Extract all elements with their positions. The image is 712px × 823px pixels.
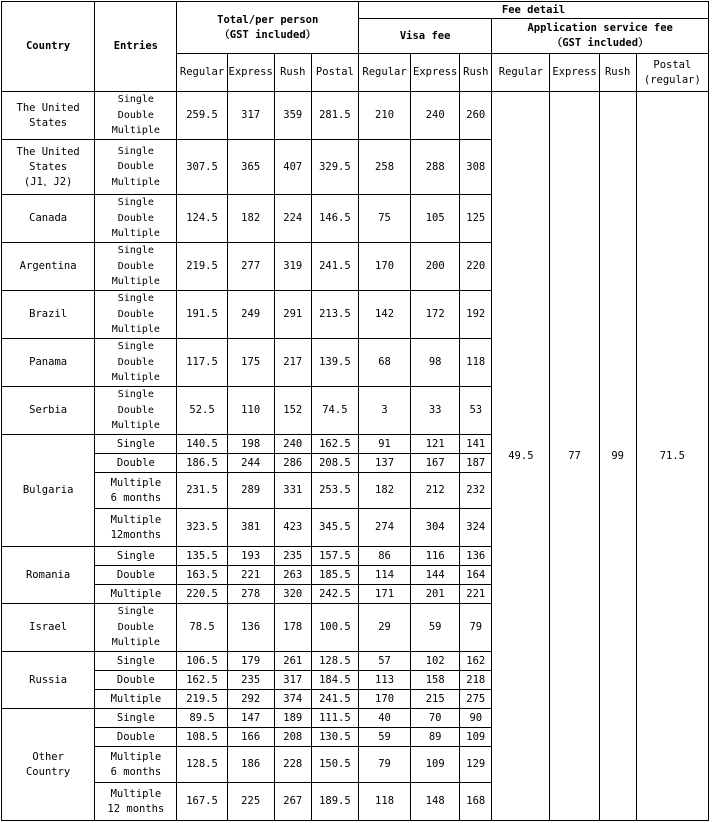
total-postal-cell: 345.5: [311, 509, 358, 547]
country-name: The United States: [2, 92, 95, 140]
total-express-cell: 179: [227, 652, 274, 671]
visa-regular-cell: 258: [358, 140, 410, 195]
visa-express-cell: 240: [411, 92, 460, 140]
country-name: Romania: [2, 547, 95, 604]
total-express-cell: 136: [227, 604, 274, 652]
total-rush-cell: 263: [274, 566, 311, 585]
total-express-cell: 175: [227, 339, 274, 387]
entries-cell: Multiple: [95, 690, 177, 709]
visa-rush-cell: 192: [460, 291, 492, 339]
visa-regular-cell: 170: [358, 690, 410, 709]
visa-express-cell: 116: [411, 547, 460, 566]
visa-express-cell: 200: [411, 243, 460, 291]
entries-cell: Multiple 12months: [95, 509, 177, 547]
visa-regular-cell: 142: [358, 291, 410, 339]
visa-express-header: Express: [411, 54, 460, 92]
service-fee-header: Application service fee （GST included）: [492, 19, 709, 54]
visa-express-cell: 102: [411, 652, 460, 671]
total-express-cell: 110: [227, 387, 274, 435]
total-rush-cell: 331: [274, 473, 311, 509]
visa-express-cell: 109: [411, 747, 460, 783]
total-postal-cell: 162.5: [311, 435, 358, 454]
visa-rush-cell: 162: [460, 652, 492, 671]
entries-cell: Multiple: [95, 585, 177, 604]
visa-rush-cell: 79: [460, 604, 492, 652]
service-postal-fee: 71.5: [636, 92, 708, 821]
total-rush-cell: 235: [274, 547, 311, 566]
visa-rush-cell: 53: [460, 387, 492, 435]
country-name: Panama: [2, 339, 95, 387]
service-regular-fee: 49.5: [492, 92, 550, 821]
total-regular-cell: 163.5: [177, 566, 227, 585]
visa-regular-cell: 86: [358, 547, 410, 566]
visa-express-cell: 98: [411, 339, 460, 387]
total-regular-cell: 128.5: [177, 747, 227, 783]
total-express-cell: 365: [227, 140, 274, 195]
total-postal-header: Postal: [311, 54, 358, 92]
total-express-cell: 186: [227, 747, 274, 783]
total-express-cell: 277: [227, 243, 274, 291]
table-row: [2, 92, 709, 140]
total-regular-header: Regular: [177, 54, 227, 92]
total-rush-cell: 178: [274, 604, 311, 652]
total-express-cell: 292: [227, 690, 274, 709]
visa-rush-cell: 118: [460, 339, 492, 387]
visa-regular-cell: 59: [358, 728, 410, 747]
visa-regular-cell: 118: [358, 783, 410, 821]
entries-cell: Double: [95, 566, 177, 585]
total-postal-cell: 100.5: [311, 604, 358, 652]
visa-express-cell: 167: [411, 454, 460, 473]
total-regular-cell: 108.5: [177, 728, 227, 747]
total-express-cell: 278: [227, 585, 274, 604]
total-postal-cell: 150.5: [311, 747, 358, 783]
visa-rush-cell: 187: [460, 454, 492, 473]
visa-rush-cell: 141: [460, 435, 492, 454]
entries-cell: Single: [95, 547, 177, 566]
visa-regular-cell: 210: [358, 92, 410, 140]
total-postal-cell: 242.5: [311, 585, 358, 604]
total-regular-cell: 140.5: [177, 435, 227, 454]
visa-express-cell: 158: [411, 671, 460, 690]
total-express-cell: 147: [227, 709, 274, 728]
total-postal-cell: 111.5: [311, 709, 358, 728]
visa-rush-cell: 164: [460, 566, 492, 585]
visa-rush-cell: 90: [460, 709, 492, 728]
total-postal-cell: 253.5: [311, 473, 358, 509]
visa-regular-cell: 40: [358, 709, 410, 728]
service-rush-fee: 99: [599, 92, 636, 821]
country-name: Serbia: [2, 387, 95, 435]
visa-rush-cell: 136: [460, 547, 492, 566]
visa-regular-cell: 75: [358, 195, 410, 243]
country-name: Russia: [2, 652, 95, 709]
entries-cell: Single: [95, 652, 177, 671]
fee-detail-header: Fee detail: [358, 2, 708, 19]
visa-regular-cell: 114: [358, 566, 410, 585]
visa-rush-cell: 125: [460, 195, 492, 243]
visa-rush-cell: 260: [460, 92, 492, 140]
service-rush-header: Rush: [599, 54, 636, 92]
visa-express-cell: 172: [411, 291, 460, 339]
total-rush-cell: 319: [274, 243, 311, 291]
entries-header: Entries: [95, 2, 177, 92]
visa-express-cell: 33: [411, 387, 460, 435]
visa-regular-cell: 91: [358, 435, 410, 454]
total-rush-cell: 261: [274, 652, 311, 671]
visa-regular-cell: 57: [358, 652, 410, 671]
total-rush-header: Rush: [274, 54, 311, 92]
total-postal-cell: 184.5: [311, 671, 358, 690]
visa-regular-cell: 79: [358, 747, 410, 783]
country-name: Other Country: [2, 709, 95, 821]
total-postal-cell: 74.5: [311, 387, 358, 435]
total-regular-cell: 231.5: [177, 473, 227, 509]
total-regular-cell: 52.5: [177, 387, 227, 435]
total-rush-cell: 267: [274, 783, 311, 821]
entries-cell: Single: [95, 709, 177, 728]
visa-rush-header: Rush: [460, 54, 492, 92]
visa-express-cell: 105: [411, 195, 460, 243]
total-rush-cell: 320: [274, 585, 311, 604]
total-rush-cell: 374: [274, 690, 311, 709]
visa-rush-cell: 220: [460, 243, 492, 291]
total-postal-cell: 329.5: [311, 140, 358, 195]
total-postal-cell: 241.5: [311, 243, 358, 291]
visa-rush-cell: 275: [460, 690, 492, 709]
total-regular-cell: 167.5: [177, 783, 227, 821]
visa-regular-cell: 182: [358, 473, 410, 509]
service-express-fee: 77: [550, 92, 599, 821]
visa-express-cell: 89: [411, 728, 460, 747]
entries-cell: Single: [95, 435, 177, 454]
visa-express-cell: 212: [411, 473, 460, 509]
total-postal-cell: 185.5: [311, 566, 358, 585]
total-rush-cell: 240: [274, 435, 311, 454]
fee-table-body: [2, 92, 709, 821]
total-rush-cell: 407: [274, 140, 311, 195]
total-express-cell: 198: [227, 435, 274, 454]
visa-regular-cell: 113: [358, 671, 410, 690]
service-postal-header: Postal (regular): [636, 54, 708, 92]
visa-fee-table: [1, 1, 709, 821]
visa-rush-cell: 109: [460, 728, 492, 747]
total-regular-cell: 219.5: [177, 243, 227, 291]
total-rush-cell: 208: [274, 728, 311, 747]
visa-regular-header: Regular: [358, 54, 410, 92]
total-express-cell: 235: [227, 671, 274, 690]
visa-regular-cell: 3: [358, 387, 410, 435]
visa-express-cell: 304: [411, 509, 460, 547]
entries-cell: Single Double Multiple: [95, 140, 177, 195]
entries-cell: Single Double Multiple: [95, 339, 177, 387]
total-express-cell: 182: [227, 195, 274, 243]
total-regular-cell: 259.5: [177, 92, 227, 140]
total-express-cell: 289: [227, 473, 274, 509]
total-rush-cell: 189: [274, 709, 311, 728]
total-header: Total/per person （GST included）: [177, 2, 359, 54]
visa-rush-cell: 168: [460, 783, 492, 821]
total-postal-cell: 130.5: [311, 728, 358, 747]
visa-regular-cell: 170: [358, 243, 410, 291]
total-rush-cell: 317: [274, 671, 311, 690]
visa-regular-cell: 171: [358, 585, 410, 604]
visa-fee-header: Visa fee: [358, 19, 491, 54]
total-rush-cell: 224: [274, 195, 311, 243]
total-postal-cell: 189.5: [311, 783, 358, 821]
total-regular-cell: 89.5: [177, 709, 227, 728]
total-postal-cell: 281.5: [311, 92, 358, 140]
country-header: Country: [2, 2, 95, 92]
visa-express-cell: 59: [411, 604, 460, 652]
visa-rush-cell: 221: [460, 585, 492, 604]
entries-cell: Multiple 6 months: [95, 473, 177, 509]
total-rush-cell: 359: [274, 92, 311, 140]
total-regular-cell: 124.5: [177, 195, 227, 243]
country-name: Canada: [2, 195, 95, 243]
total-postal-cell: 208.5: [311, 454, 358, 473]
total-express-cell: 193: [227, 547, 274, 566]
service-regular-header: Regular: [492, 54, 550, 92]
total-regular-cell: 191.5: [177, 291, 227, 339]
entries-cell: Double: [95, 728, 177, 747]
total-express-cell: 381: [227, 509, 274, 547]
visa-express-cell: 70: [411, 709, 460, 728]
entries-cell: Double: [95, 454, 177, 473]
entries-cell: Single Double Multiple: [95, 387, 177, 435]
country-name: Bulgaria: [2, 435, 95, 547]
total-express-cell: 317: [227, 92, 274, 140]
total-postal-cell: 157.5: [311, 547, 358, 566]
total-express-cell: 221: [227, 566, 274, 585]
visa-regular-cell: 137: [358, 454, 410, 473]
entries-cell: Single Double Multiple: [95, 92, 177, 140]
country-name: Israel: [2, 604, 95, 652]
entries-cell: Single Double Multiple: [95, 604, 177, 652]
total-regular-cell: 162.5: [177, 671, 227, 690]
total-express-cell: 225: [227, 783, 274, 821]
entries-cell: Double: [95, 671, 177, 690]
total-rush-cell: 423: [274, 509, 311, 547]
visa-express-cell: 121: [411, 435, 460, 454]
total-postal-cell: 146.5: [311, 195, 358, 243]
visa-express-cell: 144: [411, 566, 460, 585]
visa-rush-cell: 232: [460, 473, 492, 509]
total-regular-cell: 220.5: [177, 585, 227, 604]
visa-rush-cell: 308: [460, 140, 492, 195]
country-name: Argentina: [2, 243, 95, 291]
total-postal-cell: 213.5: [311, 291, 358, 339]
visa-regular-cell: 274: [358, 509, 410, 547]
total-regular-cell: 307.5: [177, 140, 227, 195]
visa-rush-cell: 129: [460, 747, 492, 783]
total-rush-cell: 228: [274, 747, 311, 783]
total-regular-cell: 106.5: [177, 652, 227, 671]
total-express-cell: 249: [227, 291, 274, 339]
total-rush-cell: 286: [274, 454, 311, 473]
visa-express-cell: 288: [411, 140, 460, 195]
visa-rush-cell: 324: [460, 509, 492, 547]
entries-cell: Single Double Multiple: [95, 195, 177, 243]
total-regular-cell: 186.5: [177, 454, 227, 473]
country-name: Brazil: [2, 291, 95, 339]
total-regular-cell: 135.5: [177, 547, 227, 566]
total-express-cell: 166: [227, 728, 274, 747]
total-rush-cell: 217: [274, 339, 311, 387]
total-regular-cell: 117.5: [177, 339, 227, 387]
total-regular-cell: 219.5: [177, 690, 227, 709]
total-express-header: Express: [227, 54, 274, 92]
visa-express-cell: 148: [411, 783, 460, 821]
visa-rush-cell: 218: [460, 671, 492, 690]
entries-cell: Multiple 12 months: [95, 783, 177, 821]
total-postal-cell: 139.5: [311, 339, 358, 387]
country-name: The United States (J1、J2): [2, 140, 95, 195]
total-postal-cell: 128.5: [311, 652, 358, 671]
total-rush-cell: 152: [274, 387, 311, 435]
visa-regular-cell: 29: [358, 604, 410, 652]
visa-express-cell: 201: [411, 585, 460, 604]
visa-express-cell: 215: [411, 690, 460, 709]
entries-cell: Multiple 6 months: [95, 747, 177, 783]
service-express-header: Express: [550, 54, 599, 92]
entries-cell: Single Double Multiple: [95, 291, 177, 339]
total-regular-cell: 78.5: [177, 604, 227, 652]
visa-regular-cell: 68: [358, 339, 410, 387]
total-rush-cell: 291: [274, 291, 311, 339]
entries-cell: Single Double Multiple: [95, 243, 177, 291]
total-express-cell: 244: [227, 454, 274, 473]
total-postal-cell: 241.5: [311, 690, 358, 709]
total-regular-cell: 323.5: [177, 509, 227, 547]
